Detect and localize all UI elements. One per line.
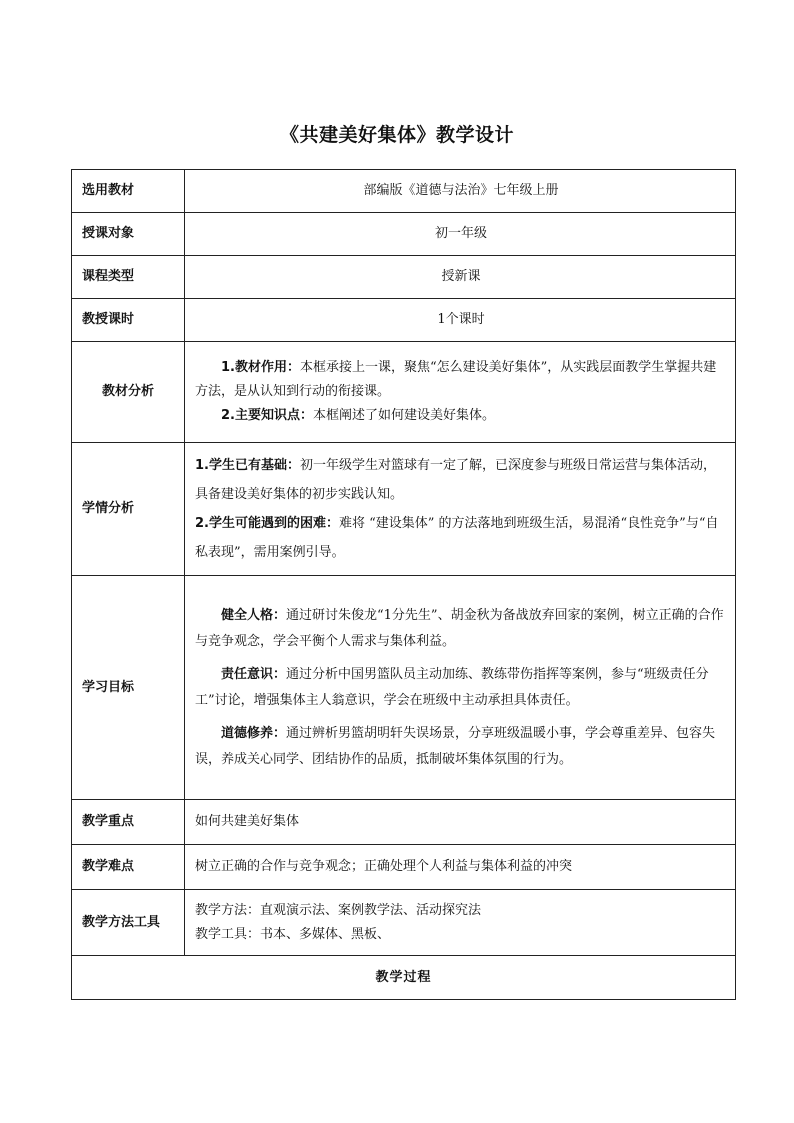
row-difficulty bbox=[72, 845, 736, 890]
goal-text-1: 通过研讨朱俊龙“1分先生”、胡金秋为备战放弃回家的案例，树立正确的合作与竞争观念，学会平衡个人需求与集体利益。 bbox=[195, 607, 724, 649]
row-audience bbox=[72, 213, 736, 256]
row-course-type bbox=[72, 256, 736, 299]
goal-key-2: 责任意识： bbox=[221, 666, 287, 682]
label-textbook: 选用教材 bbox=[72, 170, 185, 213]
goal-1 bbox=[195, 603, 727, 655]
analysis-key-2: 2.主要知识点： bbox=[221, 408, 313, 423]
lesson-plan-table bbox=[71, 169, 736, 1000]
analysis-paragraph-1 bbox=[195, 356, 727, 404]
row-goals bbox=[72, 576, 736, 800]
value-key-point: 如何共建美好集体 bbox=[185, 800, 736, 845]
label-difficulty: 教学难点 bbox=[72, 845, 185, 890]
analysis-key-1: 1.教材作用： bbox=[221, 360, 300, 375]
goal-key-1: 健全人格： bbox=[221, 607, 287, 623]
analysis-text-1: 本框承接上一课，聚焦“怎么建设美好集体”，从实践层面教学生掌握共建方法，是从认知到行动的衔接课。 bbox=[195, 360, 717, 399]
label-goals: 学习目标 bbox=[72, 576, 185, 800]
row-analysis bbox=[72, 342, 736, 443]
learner-text-1: 初一年级学生对篮球有一定了解，已深度参与班级日常运营与集体活动，具备建设美好集体的初步实践认知。 bbox=[195, 458, 716, 502]
label-course-type: 课程类型 bbox=[72, 256, 185, 299]
goal-2 bbox=[195, 662, 727, 714]
label-learner: 学情分析 bbox=[72, 443, 185, 576]
value-learner bbox=[185, 443, 736, 576]
learner-key-2: 2.学生可能遇到的困难： bbox=[195, 516, 339, 531]
value-analysis bbox=[185, 342, 736, 443]
row-process bbox=[72, 956, 736, 1000]
goal-text-3: 通过辨析男篮胡明轩失误场景，分享班级温暖小事，学会尊重差异、包容失误，养成关心同学、团结协作的品质，抵制破坏集体氛围的行为。 bbox=[195, 725, 716, 767]
value-audience: 初一年级 bbox=[185, 213, 736, 256]
value-hours: 1个课时 bbox=[185, 299, 736, 342]
label-audience: 授课对象 bbox=[72, 213, 185, 256]
value-course-type: 授新课 bbox=[185, 256, 736, 299]
label-methods: 教学方法工具 bbox=[72, 890, 185, 956]
learner-paragraph-1 bbox=[195, 451, 727, 509]
label-hours: 教授课时 bbox=[72, 299, 185, 342]
value-difficulty: 树立正确的合作与竞争观念；正确处理个人利益与集体利益的冲突 bbox=[185, 845, 736, 890]
learner-key-1: 1.学生已有基础： bbox=[195, 458, 300, 473]
row-hours bbox=[72, 299, 736, 342]
learner-text-2: 难将 “建设集体” 的方法落地到班级生活，易混淆“良性竞争”与“自私表现”，需用案例引导。 bbox=[195, 516, 719, 560]
goal-key-3: 道德修养： bbox=[221, 725, 287, 741]
row-methods bbox=[72, 890, 736, 956]
goal-3 bbox=[195, 721, 727, 773]
goal-text-2: 通过分析中国男篮队员主动加练、教练带伤指挥等案例，参与“班级责任分工”讨论，增强集体主人翁意识，学会在班级中主动承担具体责任。 bbox=[195, 666, 709, 708]
value-goals bbox=[185, 576, 736, 800]
learner-paragraph-2 bbox=[195, 509, 727, 567]
value-textbook: 部编版《道德与法治》七年级上册 bbox=[185, 170, 736, 213]
analysis-paragraph-2 bbox=[195, 404, 727, 428]
label-key-point: 教学重点 bbox=[72, 800, 185, 845]
row-key-point bbox=[72, 800, 736, 845]
value-methods bbox=[185, 890, 736, 956]
row-learner bbox=[72, 443, 736, 576]
row-textbook bbox=[72, 170, 736, 213]
methods-line-1: 教学方法：直观演示法、案例教学法、活动探究法 bbox=[195, 902, 482, 918]
document-title: 《共建美好集体》教学设计 bbox=[279, 124, 514, 146]
label-analysis: 教材分析 bbox=[72, 342, 185, 443]
methods-line-2: 教学工具：书本、多媒体、黑板、 bbox=[195, 926, 391, 942]
analysis-text-2: 本框阐述了如何建设美好集体。 bbox=[312, 408, 495, 423]
process-heading: 教学过程 bbox=[72, 956, 736, 1000]
